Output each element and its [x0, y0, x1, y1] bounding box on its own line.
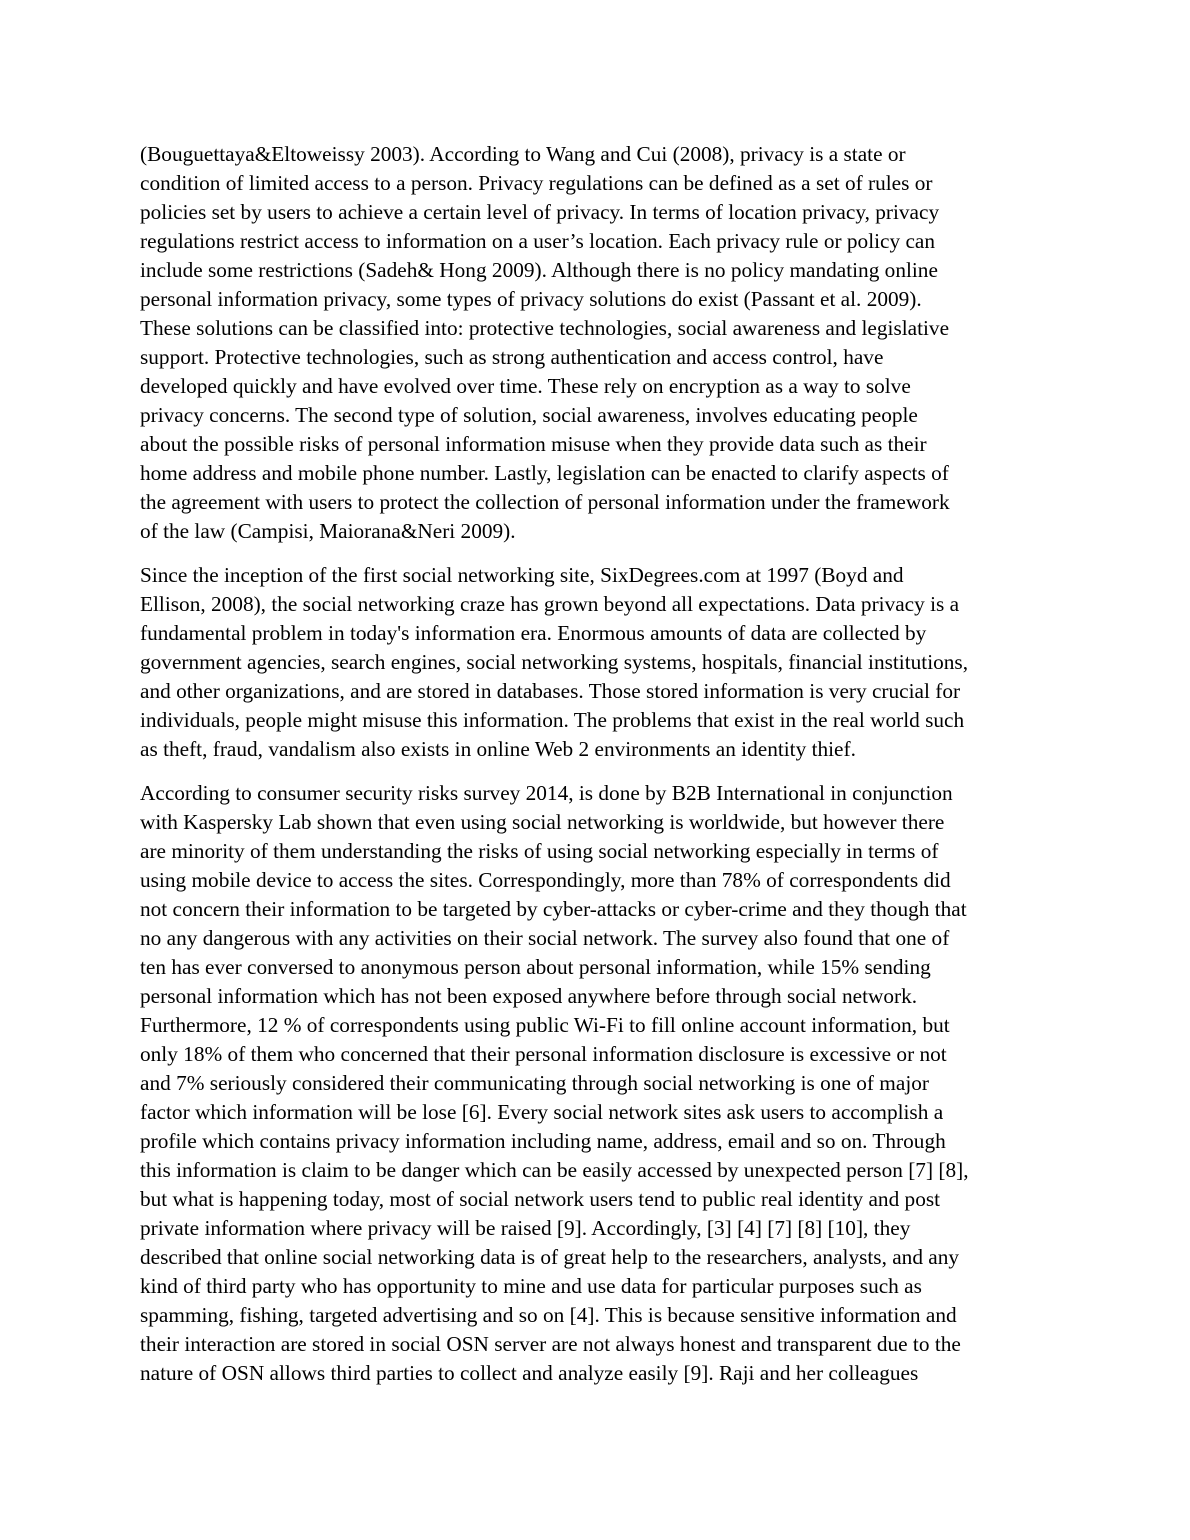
text-line: with Kaspersky Lab shown that even using social networking is worldwide, but however there — [140, 810, 945, 834]
text-line: home address and mobile phone number. Lastly, legislation can be enacted to clarify aspects of — [140, 461, 949, 485]
text-line: Since the inception of the first social networking site, SixDegrees.com at 1997 (Boyd and — [140, 563, 904, 587]
text-line: policies set by users to achieve a certain level of privacy. In terms of location privacy, privacy — [140, 200, 940, 224]
text-line: developed quickly and have evolved over time. These rely on encryption as a way to solve — [140, 374, 911, 398]
text-line: Ellison, 2008), the social networking craze has grown beyond all expectations. Data privacy is a — [140, 592, 960, 616]
text-line: factor which information will be lose [6]. Every social network sites ask users to accomplish a — [140, 1100, 944, 1124]
text-line: no any dangerous with any activities on their social network. The survey also found that one of — [140, 926, 950, 950]
document-page — [140, 140, 1060, 1403]
paragraph — [140, 140, 1060, 546]
text-line: spamming, fishing, targeted advertising and so on [4]. This is because sensitive information and — [140, 1303, 957, 1327]
text-line: According to consumer security risks survey 2014, is done by B2B International in conjunction — [140, 781, 953, 805]
text-line: but what is happening today, most of social network users tend to public real identity and post — [140, 1187, 941, 1211]
text-line: government agencies, search engines, social networking systems, hospitals, financial institutions, — [140, 650, 969, 674]
text-line: personal information which has not been exposed anywhere before through social network. — [140, 984, 918, 1008]
text-line: individuals, people might misuse this information. The problems that exist in the real world such — [140, 708, 965, 732]
text-line: nature of OSN allows third parties to collect and analyze easily [9]. Raji and her colleagues — [140, 1361, 919, 1385]
text-line: this information is claim to be danger which can be easily accessed by unexpected person [7] [8], — [140, 1158, 969, 1182]
text-line: These solutions can be classified into: protective technologies, social awareness and legislative — [140, 316, 950, 340]
text-line: described that online social networking data is of great help to the researchers, analysts, and any — [140, 1245, 960, 1269]
text-line: kind of third party who has opportunity to mine and use data for particular purposes such as — [140, 1274, 922, 1298]
text-line: personal information privacy, some types of privacy solutions do exist (Passant et al. 2009). — [140, 287, 922, 311]
text-line: are minority of them understanding the risks of using social networking especially in terms of — [140, 839, 939, 863]
text-line: about the possible risks of personal information misuse when they provide data such as their — [140, 432, 927, 456]
paragraph — [140, 779, 1060, 1388]
text-line: support. Protective technologies, such as strong authentication and access control, have — [140, 345, 884, 369]
text-line: and other organizations, and are stored in databases. Those stored information is very crucial for — [140, 679, 961, 703]
text-line: and 7% seriously considered their communicating through social networking is one of major — [140, 1071, 929, 1095]
text-line: only 18% of them who concerned that their personal information disclosure is excessive or not — [140, 1042, 947, 1066]
text-line: the agreement with users to protect the collection of personal information under the framework — [140, 490, 950, 514]
text-line: fundamental problem in today's information era. Enormous amounts of data are collected by — [140, 621, 927, 645]
text-line: regulations restrict access to information on a user’s location. Each privacy rule or policy can — [140, 229, 936, 253]
text-line: of the law (Campisi, Maiorana&Neri 2009). — [140, 519, 516, 543]
text-line: profile which contains privacy information including name, address, email and so on. Through — [140, 1129, 946, 1153]
text-line: using mobile device to access the sites. Correspondingly, more than 78% of correspondents did — [140, 868, 951, 892]
text-line: include some restrictions (Sadeh& Hong 2009). Although there is no policy mandating online — [140, 258, 938, 282]
text-line: not concern their information to be targeted by cyber-attacks or cyber-crime and they though that — [140, 897, 967, 921]
text-line: Furthermore, 12 % of correspondents using public Wi-Fi to fill online account information, but — [140, 1013, 950, 1037]
text-line: ten has ever conversed to anonymous person about personal information, while 15% sending — [140, 955, 931, 979]
text-line: private information where privacy will be raised [9]. Accordingly, [3] [4] [7] [8] [10], they — [140, 1216, 911, 1240]
text-line: (Bouguettaya&Eltoweissy 2003). According to Wang and Cui (2008), privacy is a state or — [140, 142, 906, 166]
text-line: privacy concerns. The second type of solution, social awareness, involves educating people — [140, 403, 918, 427]
text-line: condition of limited access to a person. Privacy regulations can be defined as a set of rules or — [140, 171, 933, 195]
text-line: their interaction are stored in social OSN server are not always honest and transparent due to the — [140, 1332, 961, 1356]
text-line: as theft, fraud, vandalism also exists in online Web 2 environments an identity thief. — [140, 737, 856, 761]
paragraph — [140, 561, 1060, 764]
